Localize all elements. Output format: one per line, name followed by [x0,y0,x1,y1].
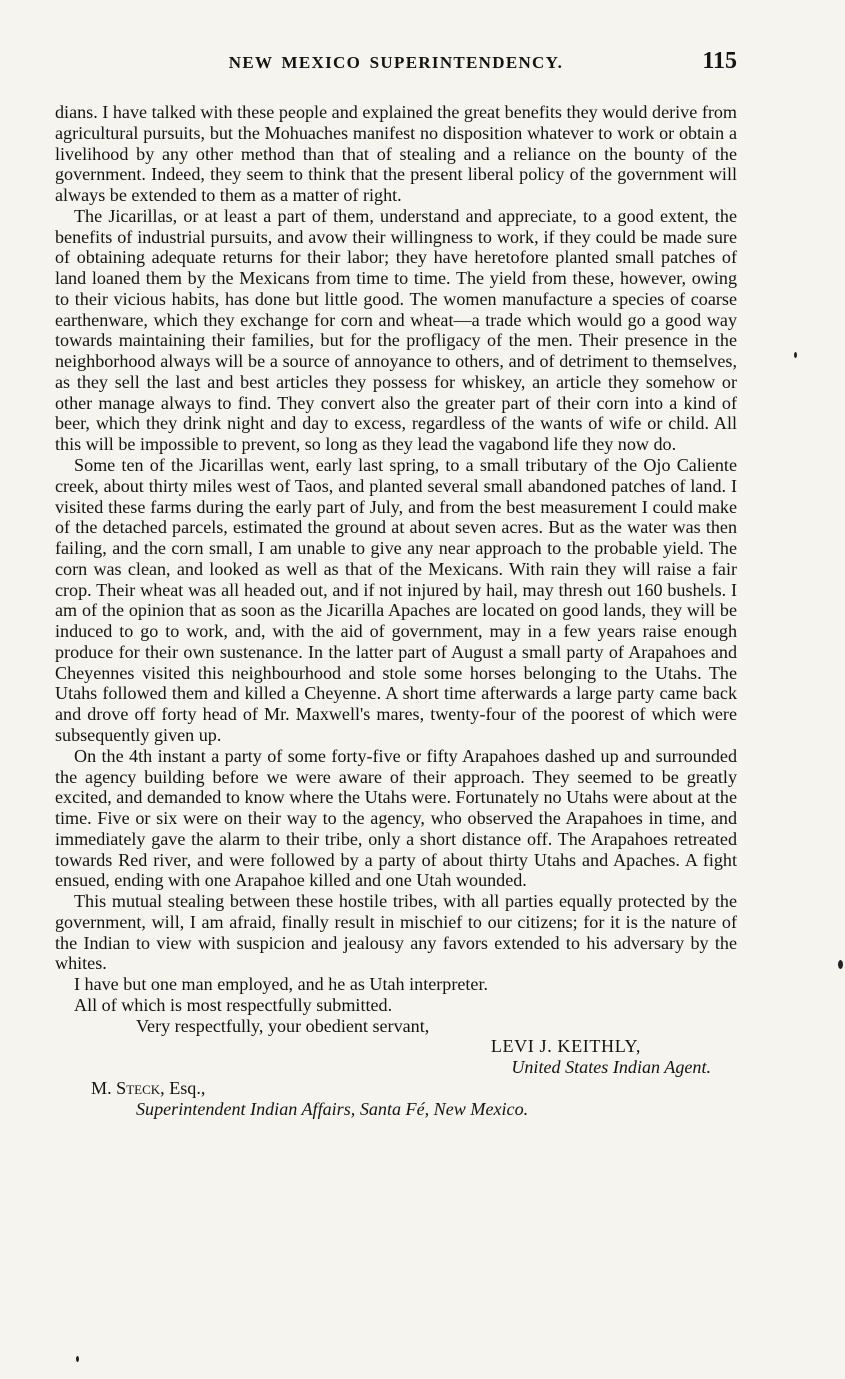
addressee-surname: teck [126,1077,161,1098]
margin-speck [76,1356,79,1362]
signatory-title: United States Indian Agent. [511,1057,711,1078]
signatory-name: LEVI J. KEITHLY, [490,1036,641,1057]
addressee-initial: M. S [91,1077,127,1098]
margin-speck [838,960,843,969]
paragraph-mutual-stealing: This mutual stealing between these hostile tribes, with all parties equally protected by the government, will, I am afraid, finally result in mischief to our citizens; for it is the nature of the Indian to view with suspicion and jealousy any favors extended to his adversary by the whites. [55,891,737,974]
paragraph-ojo-caliente-farms: Some ten of the Jicarillas went, early last spring, to a small tributary of the Ojo Caliente creek, about thirty miles west of Taos, and planted several small abandoned patches of land. I visited these farms during the early part of July, and from the best measurement I could make of the detached parcels, estimated the ground at about seven acres. But as the water was then failing, and the corn small, I am unable to give any near approach to the probable yield. The corn was clean, and looked as well as that of the Mexicans. With rain they will raise a fair crop. Their wheat was all headed out, and if not injured by hail, may thresh out 160 bushels. I am of the opinion that as soon as the Jicarilla Apaches are located on good lands, they will be induced to go to work, and, with the aid of government, may in a few years raise enough produce for their own sustenance. In the latter part of August a small party of Arapahoes and Cheyennes visited this neighbourhood and stole some horses belonging to the Utahs. The Utahs followed them and killed a Cheyenne. A short time afterwards a large party came back and drove off forty head of Mr. Maxwell's mares, twenty-four of the poorest of which were subsequently given up. [55,455,737,745]
letter-body [55,102,737,1120]
addressee-title: Superintendent Indian Affairs, Santa Fé, New Mexico. [136,1098,529,1119]
paragraph-jicarillas-industry: The Jicarillas, or at least a part of them, understand and appreciate, to a good extent, the benefits of industrial pursuits, and avow their willingness to work, if they could be made sure of obtaining adequate returns for their labor; they have heretofore planted small patches of land loaned them by the Mexicans from time to time. The yield from these, however, owing to their vicious habits, has done but little good. The women manufacture a species of coarse earthenware, which they exchange for corn and wheat—a trade which would go a good way towards maintaining their families, but for the profligacy of the men. Their presence in the neighborhood always will be a source of annoyance to others, and of detriment to themselves, as they sell the last and best articles they possess for whiskey, an article they somehow or other manage always to find. They convert also the greater part of their corn into a kind of beer, which they drink night and day to excess, regardless of the wants of wife or child. All this will be impossible to prevent, so long as they lead the vagabond life they now do. [55,205,737,455]
submitted-line: All of which is most respectfully submitted. [74,994,393,1015]
paragraph-arapahoe-raid: On the 4th instant a party of some forty-five or fifty Arapahoes dashed up and surrounded the agency building before we were aware of their approach. They seemed to be greatly excited, and demanded to know where the Utahs were. Fortunately no Utahs were about at the time. Five or six were on their way to the agency, who observed the Arapahoes in time, and immediately gave the alarm to their tribe, only a short distance off. The Arapahoes retreated towards Red river, and were followed by a party of about thirty Utahs and Apaches. A fight ensued, ending with one Arapahoe killed and one Utah wounded. [55,745,737,891]
running-head: NEW MEXICO SUPERINTENDENCY. [228,53,564,72]
addressee-suffix: , Esq., [160,1077,206,1098]
employed-line: I have but one man employed, and he as Utah interpreter. [74,974,489,995]
margin-speck [794,352,797,358]
page-number: 115 [702,48,737,74]
paragraph-mohuaches: dians. I have talked with these people and explained the great benefits they would derive from agricultural pursuits, but the Mohuaches manifest no disposition whatever to work or obtain a livelihood by any other method than that of stealing and a reliance on the bounty of the government. Indeed, they seem to think that the present liberal policy of the government will always be extended to them as a matter of right. [55,102,737,206]
addressee-name [55,1078,737,1099]
page-header [55,50,737,80]
valediction: Very respectfully, your obedient servant, [136,1015,430,1036]
